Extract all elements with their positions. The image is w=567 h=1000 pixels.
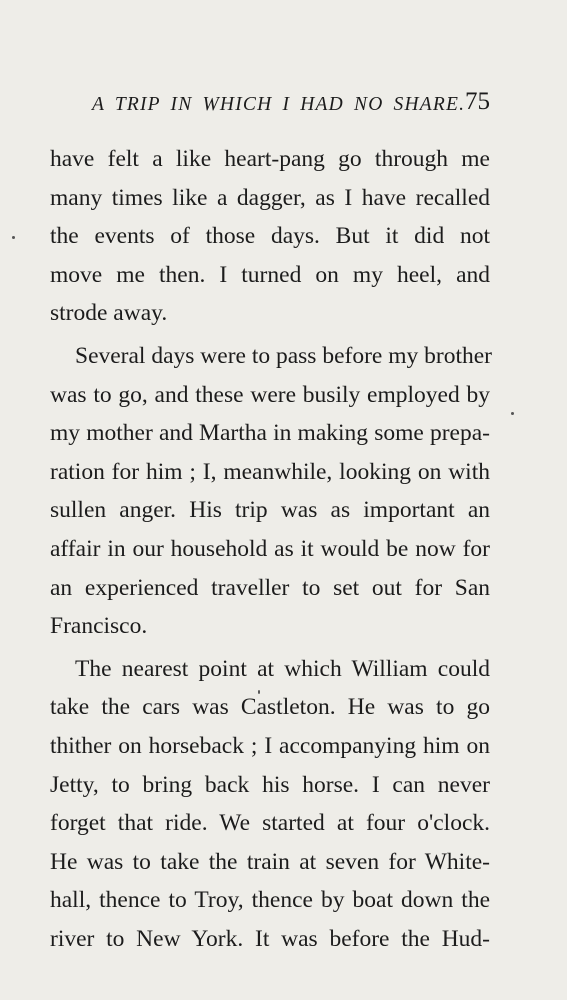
text-line: move me then. I turned on my heel, and <box>50 261 490 288</box>
text-line: thither on horseback ; I accompanying him on <box>50 732 490 759</box>
text-line: ration for him ; I, meanwhile, looking on with <box>50 458 490 485</box>
text-line: hall, thence to Troy, thence by boat down the <box>50 887 490 914</box>
running-title: A TRIP IN WHICH I HAD NO SHARE. <box>92 94 466 115</box>
text-line: He was to take the train at seven for White- <box>50 848 490 875</box>
text-line: Francisco. <box>50 613 148 640</box>
text-line: river to New York. It was before the Hud- <box>50 925 490 952</box>
text-line: Several days were to pass before my brother <box>75 342 492 369</box>
text-line: strode away. <box>50 300 168 327</box>
body-text <box>50 140 490 958</box>
paper-speck <box>12 236 15 239</box>
paragraph-2 <box>50 337 490 646</box>
page-number: 75 <box>465 88 490 115</box>
paragraph-3 <box>50 650 490 959</box>
text-line: the events of those days. But it did not <box>50 223 490 250</box>
running-head <box>92 88 490 122</box>
text-line: was to go, and these were busily employed by <box>50 381 490 408</box>
text-line: have felt a like heart-pang go through me <box>50 146 490 172</box>
text-line: an experienced traveller to set out for San <box>50 574 490 601</box>
text-line: forget that ride. We started at four o'clock. <box>50 810 490 837</box>
text-line: Jetty, to bring back his horse. I can never <box>50 771 490 798</box>
paragraph-1 <box>50 140 490 333</box>
text-line: affair in our household as it would be now for <box>50 535 490 562</box>
text-line: take the cars was Castleton. He was to go <box>50 694 490 721</box>
text-line: sullen anger. His trip was as important an <box>50 497 490 524</box>
text-line: The nearest point at which William could <box>75 655 490 682</box>
paper-speck <box>511 412 514 415</box>
paper-speck <box>258 690 260 694</box>
text-line: many times like a dagger, as I have recalled <box>50 184 490 211</box>
text-line: my mother and Martha in making some prepa- <box>50 420 490 447</box>
